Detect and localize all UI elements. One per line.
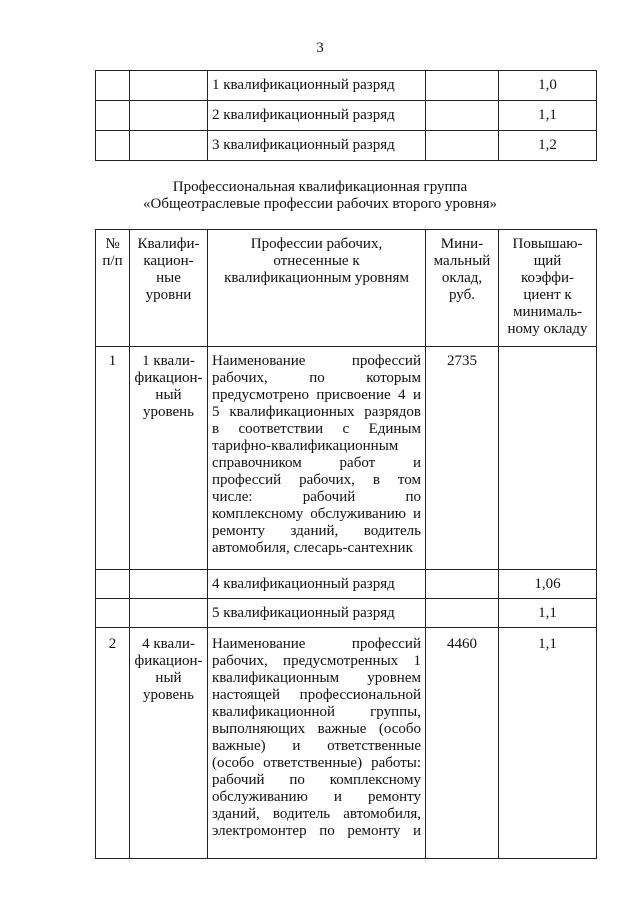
professions-line: ремонту зданий, водитель <box>212 523 421 539</box>
table-row <box>96 570 597 599</box>
row-salary: 2735 <box>426 347 499 570</box>
row-num: 1 <box>96 347 130 570</box>
page-number: 3 <box>316 40 324 56</box>
professions-line: 5 квалификационных разрядов <box>212 404 421 420</box>
professions-line: зданий, водитель автомобиля, <box>212 806 421 822</box>
row-salary: 4460 <box>426 628 499 859</box>
professions-line: рабочий по комплексному <box>212 772 421 788</box>
professions-line: важные) и ответственные <box>212 738 421 754</box>
row-professions <box>208 628 426 859</box>
professions-line: рабочих, по которым <box>212 370 421 386</box>
group-heading <box>0 179 640 213</box>
row-level: 1 квали- фикацион- ный уровень <box>130 347 208 570</box>
header-salary: Мини- мальный оклад, руб. <box>426 230 499 347</box>
table-row <box>96 599 597 628</box>
professions-line: автомобиля, слесарь-сантехник <box>212 540 413 556</box>
header-levels: Квалифи- кацион- ные уровни <box>130 230 208 347</box>
professions-line: справочником работ и <box>212 455 421 471</box>
professions-line: Наименование профессий <box>212 636 421 652</box>
professions-line: (особо ответственные) работы: <box>212 755 421 771</box>
professions-line: настоящей профессиональной <box>212 687 421 703</box>
row-coefficient: 1,1 <box>499 628 597 859</box>
grade-coefficient: 1,2 <box>499 131 597 161</box>
professions-line: квалификационным уровнем <box>212 670 421 686</box>
grade-name: 3 квалификационный разряд <box>208 131 426 161</box>
professions-line: Наименование профессий <box>212 353 421 369</box>
table-row <box>96 101 597 131</box>
professions-line: комплексному обслуживанию и <box>212 506 421 522</box>
grade-coefficient: 1,06 <box>499 570 597 599</box>
table-header-row <box>96 230 597 347</box>
row-level: 4 квали- фикацион- ный уровень <box>130 628 208 859</box>
grade-name: 2 квалификационный разряд <box>208 101 426 131</box>
grade-name: 5 квалификационный разряд <box>208 599 426 628</box>
header-coefficient: Повышаю- щий коэффи- циент к минималь- ному окладу <box>499 230 597 347</box>
professions-line: рабочих, предусмотренных 1 <box>212 653 421 669</box>
header-professions: Профессии рабочих, отнесенные к квалификационным уровням <box>208 230 426 347</box>
row-num: 2 <box>96 628 130 859</box>
professions-line: выполняющих важные (особо <box>212 721 421 737</box>
grade-coefficient: 1,1 <box>499 599 597 628</box>
professions-table <box>95 229 597 859</box>
table-row <box>96 347 597 570</box>
group-heading-line: Профессиональная квалификационная группа <box>172 179 468 195</box>
professions-line: квалификационной группы, <box>212 704 421 720</box>
grade-name: 4 квалификационный разряд <box>208 570 426 599</box>
header-num: № п/п <box>96 230 130 347</box>
professions-line: тарифно-квалификационным <box>212 438 399 454</box>
group-heading-line: «Общеотраслевые профессии рабочих второго уровня» <box>143 196 497 212</box>
professions-line: числе: рабочий по <box>212 489 421 505</box>
table-row <box>96 71 597 101</box>
professions-line: обслуживанию и ремонту <box>212 789 421 805</box>
professions-line: в соответствии с Единым <box>212 421 421 437</box>
grade-name: 1 квалификационный разряд <box>208 71 426 101</box>
grade-coefficient: 1,0 <box>499 71 597 101</box>
grade-coefficient: 1,1 <box>499 101 597 131</box>
table-row <box>96 628 597 859</box>
professions-line: предусмотрено присвоение 4 и <box>212 387 421 403</box>
row-professions <box>208 347 426 570</box>
professions-line: электромонтер по ремонту и <box>212 823 421 839</box>
table-row <box>96 131 597 161</box>
row-coefficient <box>499 347 597 570</box>
continued-grade-table <box>95 70 597 161</box>
professions-line: профессий рабочих, в том <box>212 472 421 488</box>
